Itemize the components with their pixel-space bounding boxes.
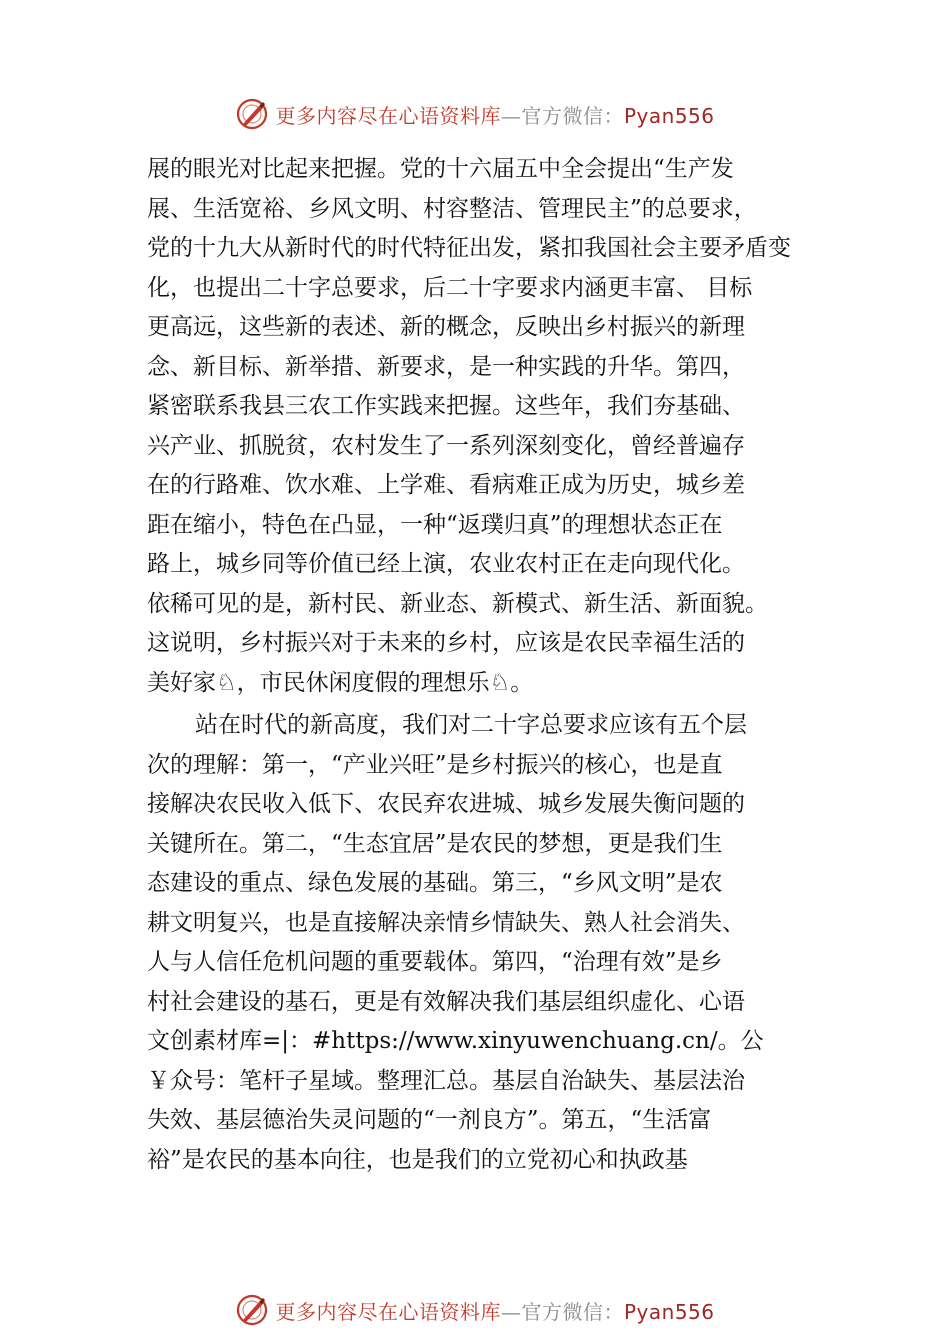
- text-line: 党的十九大从新时代的时代特征出发，紧扣我国社会主要矛盾变: [147, 235, 791, 261]
- banner-wechat-id: Pyan556: [623, 103, 715, 128]
- text-line: 化，也提出二十字总要求，后二十字要求内涵更丰富、 目标: [147, 274, 753, 301]
- text-line: 在的行路难、饮水难、上学难、看病难正成为历史，城乡差: [147, 472, 745, 498]
- text-line: 依稀可见的是，新村民、新业态、新模式、新生活、新面貌。: [147, 590, 768, 617]
- text-line: ￥众号：笔杆子星域。整理汇总。基层自治缺失、基层法治: [147, 1067, 745, 1094]
- text-line: 更高远，这些新的表述、新的概念，反映出乡村振兴的新理: [147, 314, 745, 340]
- text-line: 兴产业、抓脱贫，农村发生了一系列深刻变化，曾经普遍存: [147, 432, 745, 459]
- text-line: 距在缩小，特色在凸显，一种“返璞归真”的理想状态正在: [147, 511, 723, 538]
- text-line: 念、新目标、新举措、新要求，是一种实践的升华。第四，: [147, 353, 745, 380]
- banner-text: [275, 1296, 714, 1325]
- banner-wechat-label: 官方微信：: [521, 1299, 624, 1324]
- text-line: 接解决农民收入低下、农民弃农进城、城乡发展失衡问题的: [147, 791, 745, 817]
- text-line: 村社会建设的基石，更是有效解决我们基层组织虚化、心语: [147, 988, 745, 1015]
- text-line: 次的理解：第一，“产业兴旺”是乡村振兴的核心，也是直: [147, 751, 723, 778]
- paragraph-1: [147, 150, 827, 703]
- paragraph-2: [147, 706, 827, 1180]
- header-banner: [0, 94, 950, 134]
- text-line: 紧密联系我县三农工作实践来把握。这些年，我们夯基础、: [147, 393, 745, 419]
- banner-dash: —: [500, 103, 522, 128]
- text-line: 展的眼光对比起来把握。党的十六届五中全会提出“生产发: [147, 156, 734, 182]
- text-line: 展、生活宽裕、乡风文明、村容整洁、管理民主”的总要求，: [147, 195, 757, 222]
- banner-main-text: 更多内容尽在心语资料库: [275, 103, 501, 128]
- banner-text: [275, 100, 714, 129]
- text-line: 裕”是农民的基本向往，也是我们的立党初心和执政基: [147, 1146, 688, 1173]
- text-line: 文创素材库=|：#https://www.xinyuwenchuang.cn/。公: [147, 1028, 764, 1054]
- banner-main-text: 更多内容尽在心语资料库: [275, 1299, 501, 1324]
- text-line: 耕文明复兴，也是直接解决亲情乡情缺失、熟人社会消失、: [147, 909, 745, 936]
- text-line: 态建设的重点、绿色发展的基础。第三，“乡风文明”是农: [147, 870, 723, 896]
- pen-logo-icon: [235, 1293, 269, 1327]
- banner-dash: —: [500, 1299, 522, 1324]
- text-line: 这说明，乡村振兴对于未来的乡村，应该是农民幸福生活的: [147, 630, 745, 656]
- pen-logo-icon: [235, 97, 269, 131]
- text-line: 美好家♘，市民休闲度假的理想乐♘。: [147, 669, 534, 696]
- document-body: [147, 150, 827, 1180]
- text-line: 关键所在。第二，“生态宜居”是农民的梦想，更是我们生: [147, 830, 723, 857]
- text-line: 失效、基层德治失灵问题的“一剂良方”。第五，“生活富: [147, 1107, 712, 1133]
- banner-wechat-label: 官方微信：: [521, 103, 624, 128]
- footer-banner: [0, 1290, 950, 1330]
- banner-wechat-id: Pyan556: [623, 1299, 715, 1324]
- text-line: 路上，城乡同等价值已经上演，农业农村正在走向现代化。: [147, 551, 745, 577]
- text-line: 站在时代的新高度，我们对二十字总要求应该有五个层: [195, 712, 747, 738]
- text-line: 人与人信任危机问题的重要载体。第四，“治理有效”是乡: [147, 949, 723, 975]
